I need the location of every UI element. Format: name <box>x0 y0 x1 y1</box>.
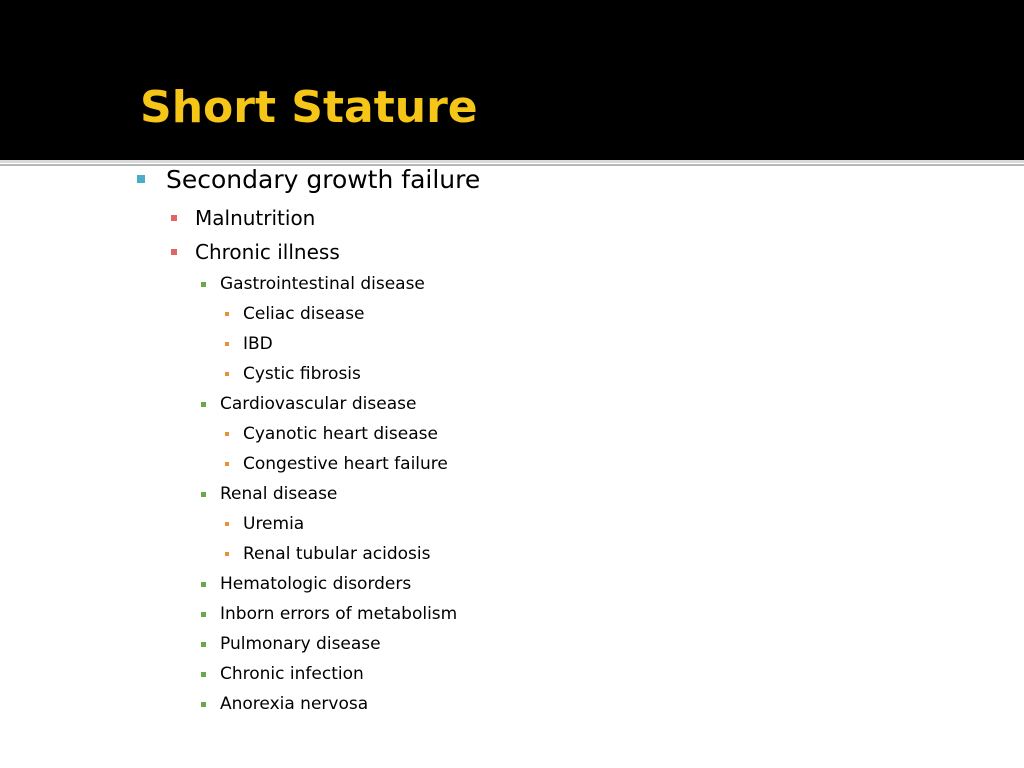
list-item <box>243 334 273 354</box>
list-item-text: Gastrointestinal disease <box>220 274 425 294</box>
square-bullet-icon <box>201 612 206 617</box>
list-item-text: Cyanotic heart disease <box>243 424 438 444</box>
list-item <box>243 304 365 324</box>
list-item <box>220 574 411 594</box>
list-item <box>243 454 448 474</box>
list-item <box>220 484 337 504</box>
list-item <box>243 514 304 534</box>
square-bullet-icon <box>201 642 206 647</box>
square-bullet-icon <box>225 372 229 376</box>
list-item-text: Renal tubular acidosis <box>243 544 431 564</box>
list-item-text: Celiac disease <box>243 304 365 324</box>
list-item <box>220 634 381 654</box>
list-item-text: Pulmonary disease <box>220 634 381 654</box>
list-item <box>243 544 430 564</box>
list-item-text: IBD <box>243 334 273 354</box>
list-item-text: Hematologic disorders <box>220 574 412 594</box>
list-item <box>166 165 480 194</box>
square-bullet-icon <box>225 462 229 466</box>
square-bullet-icon <box>137 175 145 183</box>
square-bullet-icon <box>225 312 229 316</box>
list-item-text: Cardiovascular disease <box>220 394 417 414</box>
list-item-text: Uremia <box>243 514 305 534</box>
list-item-text: Renal disease <box>220 484 338 504</box>
list-item <box>243 424 438 444</box>
square-bullet-icon <box>171 215 177 221</box>
list-item <box>220 604 457 624</box>
list-item-text: Cystic fibrosis <box>243 364 361 384</box>
list-item-text: Secondary growth failure <box>166 165 481 194</box>
list-item-text: Chronic infection <box>220 664 364 684</box>
slide-title: Short Stature <box>140 82 478 133</box>
list-item-text: Anorexia nervosa <box>220 694 369 714</box>
square-bullet-icon <box>171 249 177 255</box>
square-bullet-icon <box>201 402 206 407</box>
square-bullet-icon <box>225 522 229 526</box>
square-bullet-icon <box>225 432 229 436</box>
list-item-text: Congestive heart failure <box>243 454 448 474</box>
square-bullet-icon <box>201 672 206 677</box>
list-item <box>220 394 416 414</box>
square-bullet-icon <box>201 282 206 287</box>
square-bullet-icon <box>225 552 229 556</box>
list-item <box>243 364 361 384</box>
list-item <box>220 664 364 684</box>
list-item <box>220 694 368 714</box>
list-item <box>195 240 340 264</box>
square-bullet-icon <box>201 492 206 497</box>
square-bullet-icon <box>201 582 206 587</box>
list-item-text: Inborn errors of metabolism <box>220 604 458 624</box>
square-bullet-icon <box>225 342 229 346</box>
list-item-text: Malnutrition <box>195 206 316 230</box>
list-item <box>195 206 315 230</box>
list-item <box>220 274 425 294</box>
list-item-text: Chronic illness <box>195 240 340 264</box>
square-bullet-icon <box>201 702 206 707</box>
